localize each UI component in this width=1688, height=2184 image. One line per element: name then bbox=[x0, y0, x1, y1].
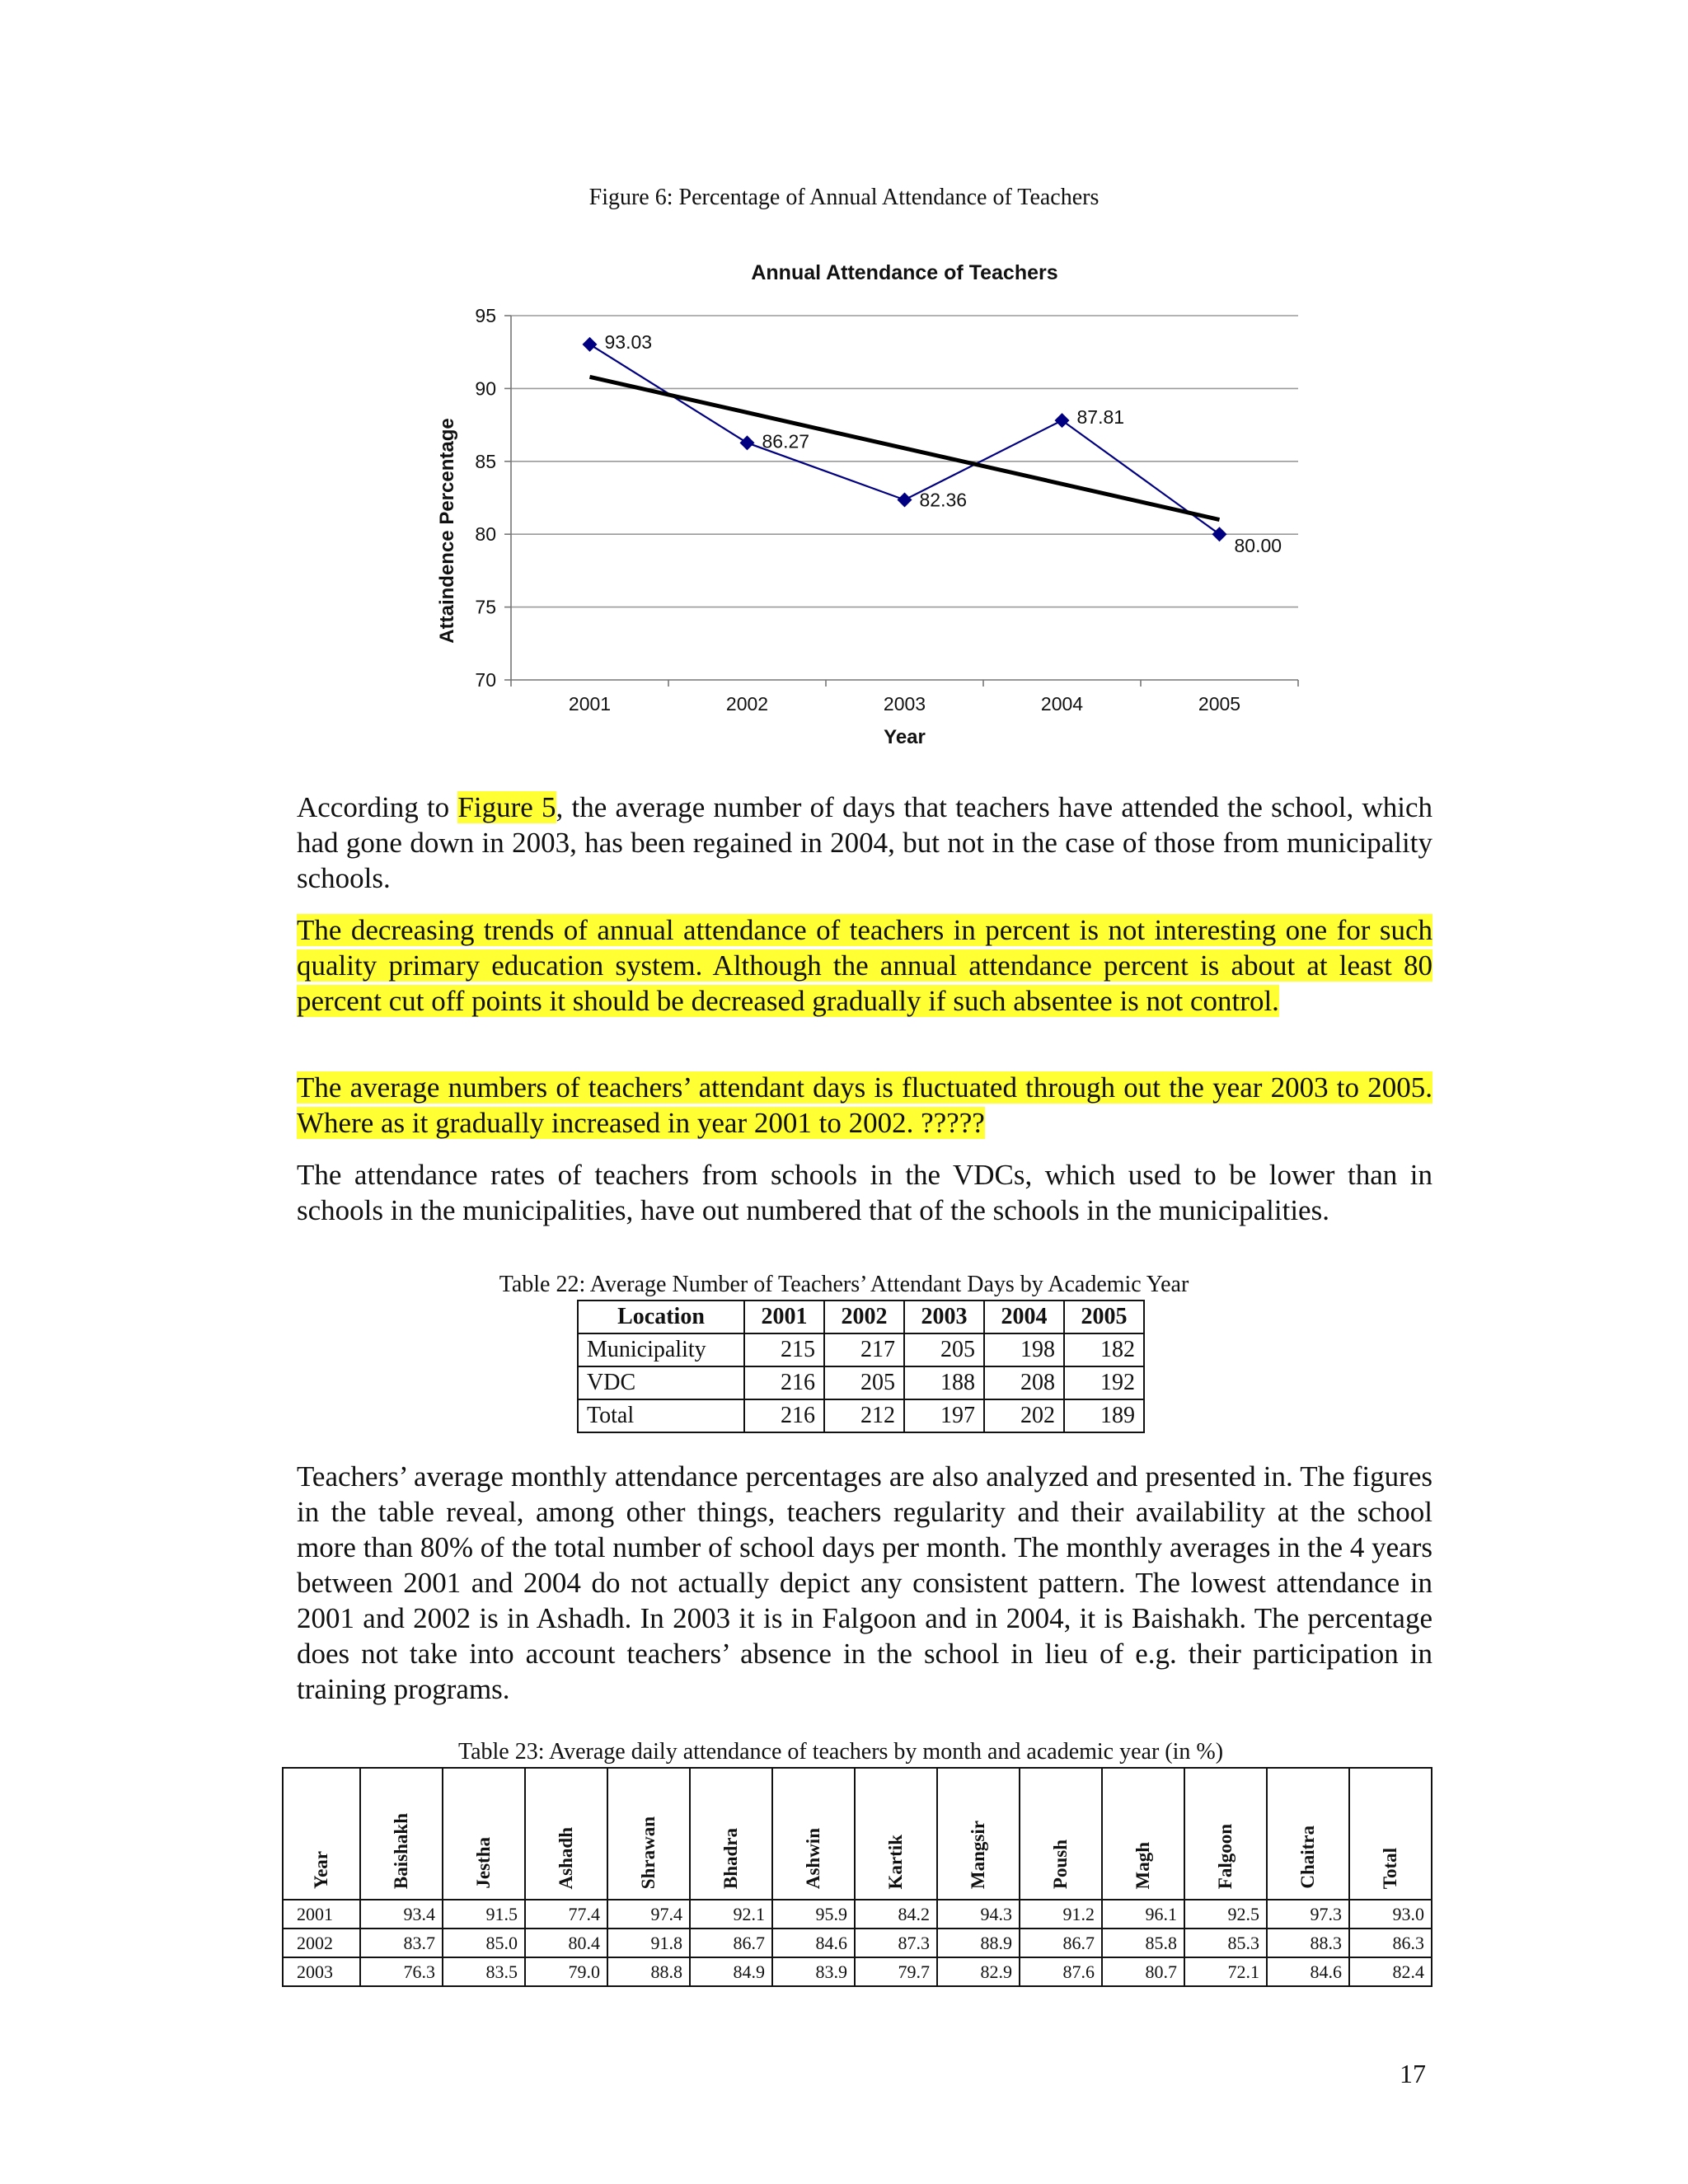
paragraph-4: The attendance rates of teachers from schools in the VDCs, which used to be lower than in schools in the municipalities, have out numbered that of the schools in the municipalities. bbox=[297, 1159, 1432, 1226]
column-header: Mangsir bbox=[937, 1768, 1020, 1900]
table-cell: 205 bbox=[904, 1333, 984, 1366]
table-cell: 208 bbox=[984, 1366, 1064, 1399]
table-cell: 182 bbox=[1064, 1333, 1144, 1366]
table-cell: 188 bbox=[904, 1366, 984, 1399]
attendance-line-chart bbox=[429, 247, 1335, 775]
table-cell: 205 bbox=[824, 1366, 904, 1399]
table-row bbox=[283, 1957, 1432, 1986]
table-header-row bbox=[283, 1768, 1432, 1900]
table-cell: 192 bbox=[1064, 1366, 1144, 1399]
column-header: 2004 bbox=[984, 1301, 1064, 1333]
page-number: 17 bbox=[1400, 2059, 1426, 2088]
table-cell: 83.7 bbox=[360, 1929, 443, 1957]
column-header: Jestha bbox=[443, 1768, 525, 1900]
data-point-marker bbox=[583, 337, 598, 352]
paragraph-1-rest: , the average number of days that teachers have attended the school, which had gone down in 2003, has been regained in 2004, but not in the case of those from municipality schools. bbox=[297, 791, 1433, 894]
table-cell: 202 bbox=[984, 1399, 1064, 1432]
table-cell: 97.4 bbox=[607, 1900, 690, 1929]
x-tick-label: 2004 bbox=[1040, 693, 1084, 715]
table-22 bbox=[577, 1300, 1145, 1433]
data-point-marker bbox=[898, 492, 912, 507]
table-cell: 95.9 bbox=[772, 1900, 855, 1929]
table-cell: 93.4 bbox=[360, 1900, 443, 1929]
table-row bbox=[578, 1333, 1144, 1366]
paragraph-1 bbox=[297, 790, 1432, 896]
data-point-marker bbox=[740, 435, 755, 450]
table-cell: 86.3 bbox=[1349, 1929, 1432, 1957]
data-point-marker bbox=[1055, 413, 1070, 428]
x-axis-title: Year bbox=[884, 726, 926, 748]
table-cell: 217 bbox=[824, 1333, 904, 1366]
column-header: Baishakh bbox=[360, 1768, 443, 1900]
table-cell: 80.7 bbox=[1102, 1957, 1184, 1986]
column-header: 2002 bbox=[824, 1301, 904, 1333]
table-cell: 96.1 bbox=[1102, 1900, 1184, 1929]
highlighted-paragraph-2: The decreasing trends of annual attendance of teachers in percent is not interesting one for such quality primary education system. Although the annual attendance percent is about at least 80 percent cut off points it should be decreased gradually if such absentee is not control. bbox=[297, 914, 1432, 1017]
column-header: Year bbox=[283, 1768, 360, 1900]
column-header: Bhadra bbox=[690, 1768, 772, 1900]
table-row bbox=[283, 1900, 1432, 1929]
data-label: 86.27 bbox=[762, 430, 810, 452]
table-cell: Municipality bbox=[578, 1333, 744, 1366]
y-tick-label: 90 bbox=[475, 377, 496, 400]
table-cell: 87.3 bbox=[855, 1929, 937, 1957]
table-row bbox=[283, 1929, 1432, 1957]
table-cell: 82.4 bbox=[1349, 1957, 1432, 1986]
column-header: 2003 bbox=[904, 1301, 984, 1333]
column-header: 2001 bbox=[744, 1301, 824, 1333]
table-cell: 91.2 bbox=[1020, 1900, 1102, 1929]
chart-title: Annual Attendance of Teachers bbox=[751, 261, 1058, 284]
column-header: Kartik bbox=[855, 1768, 937, 1900]
table-cell: 2002 bbox=[283, 1929, 360, 1957]
table-cell: 216 bbox=[744, 1366, 824, 1399]
y-axis-title: Attaindence Percentage bbox=[436, 418, 458, 644]
table-cell: 84.6 bbox=[772, 1929, 855, 1957]
table-cell: 84.2 bbox=[855, 1900, 937, 1929]
table-cell: Total bbox=[578, 1399, 744, 1432]
data-label: 82.36 bbox=[919, 489, 968, 511]
table-cell: 198 bbox=[984, 1333, 1064, 1366]
table-cell: 212 bbox=[824, 1399, 904, 1432]
column-header: Total bbox=[1349, 1768, 1432, 1900]
highlighted-paragraph-3: The average numbers of teachers’ attendant days is fluctuated through out the year 2003 to 2005. Where as it gradually increased in year 2001 to 2002. ????? bbox=[297, 1071, 1432, 1139]
table-cell: 84.6 bbox=[1267, 1957, 1349, 1986]
column-header: Falgoon bbox=[1184, 1768, 1267, 1900]
table-cell: 93.0 bbox=[1349, 1900, 1432, 1929]
table-cell: 97.3 bbox=[1267, 1900, 1349, 1929]
column-header: Chaitra bbox=[1267, 1768, 1349, 1900]
table-cell: 2003 bbox=[283, 1957, 360, 1986]
table-cell: 86.7 bbox=[1020, 1929, 1102, 1957]
column-header: Ashadh bbox=[525, 1768, 607, 1900]
table-23-caption: Table 23: Average daily attendance of teachers by month and academic year (in %) bbox=[457, 1739, 1224, 1765]
table-cell: 216 bbox=[744, 1399, 824, 1432]
table-23 bbox=[282, 1767, 1432, 1987]
table-cell: 84.9 bbox=[690, 1957, 772, 1986]
y-tick-label: 70 bbox=[475, 669, 496, 691]
table-cell: 91.8 bbox=[607, 1929, 690, 1957]
table-cell: 79.0 bbox=[525, 1957, 607, 1986]
data-label: 80.00 bbox=[1234, 535, 1282, 557]
column-header: Magh bbox=[1102, 1768, 1184, 1900]
paragraph-3 bbox=[297, 1070, 1432, 1141]
table-header-row bbox=[578, 1301, 1144, 1333]
data-label: 93.03 bbox=[604, 330, 653, 353]
column-header: Poush bbox=[1020, 1768, 1102, 1900]
table-cell: 91.5 bbox=[443, 1900, 525, 1929]
y-tick-label: 75 bbox=[475, 596, 496, 618]
table-row bbox=[578, 1399, 1144, 1432]
table-cell: 92.1 bbox=[690, 1900, 772, 1929]
table-cell: 85.0 bbox=[443, 1929, 525, 1957]
table-cell: 86.7 bbox=[690, 1929, 772, 1957]
table-cell: 79.7 bbox=[855, 1957, 937, 1986]
x-tick-label: 2002 bbox=[725, 693, 769, 715]
table-cell: 72.1 bbox=[1184, 1957, 1267, 1986]
y-tick-label: 95 bbox=[475, 305, 496, 326]
column-header: Shrawan bbox=[607, 1768, 690, 1900]
figure-caption: Figure 6: Percentage of Annual Attendance of Teachers bbox=[588, 185, 1100, 210]
table-cell: 85.3 bbox=[1184, 1929, 1267, 1957]
table-cell: 92.5 bbox=[1184, 1900, 1267, 1929]
figure-reference-highlight: Figure 5 bbox=[457, 791, 556, 823]
table-row bbox=[578, 1366, 1144, 1399]
table-cell: 189 bbox=[1064, 1399, 1144, 1432]
table-cell: 83.5 bbox=[443, 1957, 525, 1986]
table-cell: VDC bbox=[578, 1366, 744, 1399]
paragraph-1-start: According to bbox=[297, 791, 458, 823]
table-cell: 88.3 bbox=[1267, 1929, 1349, 1957]
paragraph-5: Teachers’ average monthly attendance percentages are also analyzed and presented in. The figures in the table reveal, among other things, teachers regularity and their availability at the school more than 80% of the total number of school days per month. The monthly averages in the 4 years between 2001 and 2004 do not actually depict any consistent pattern. The lowest attendance in 2001 and 2002 is in Ashadh. In 2003 it is in Falgoon and in 2004, it is Baishakh. The percentage does not take into account teachers’ absence in the school in lieu of e.g. their participation in training programs. bbox=[297, 1460, 1432, 1705]
data-point-marker bbox=[1212, 527, 1227, 541]
table-cell: 88.8 bbox=[607, 1957, 690, 1986]
column-header: Ashwin bbox=[772, 1768, 855, 1900]
y-tick-label: 80 bbox=[475, 523, 496, 546]
table-cell: 215 bbox=[744, 1333, 824, 1366]
data-label: 87.81 bbox=[1076, 406, 1125, 429]
table-cell: 77.4 bbox=[525, 1900, 607, 1929]
y-tick-label: 85 bbox=[475, 450, 496, 472]
table-cell: 88.9 bbox=[937, 1929, 1020, 1957]
table-cell: 80.4 bbox=[525, 1929, 607, 1957]
table-cell: 2001 bbox=[283, 1900, 360, 1929]
column-header: 2005 bbox=[1064, 1301, 1144, 1333]
table-22-caption: Table 22: Average Number of Teachers’ Attendant Days by Academic Year bbox=[499, 1272, 1189, 1297]
table-cell: 82.9 bbox=[937, 1957, 1020, 1986]
table-cell: 85.8 bbox=[1102, 1929, 1184, 1957]
x-tick-label: 2005 bbox=[1198, 693, 1241, 715]
table-cell: 87.6 bbox=[1020, 1957, 1102, 1986]
table-cell: 197 bbox=[904, 1399, 984, 1432]
table-cell: 94.3 bbox=[937, 1900, 1020, 1929]
table-cell: 83.9 bbox=[772, 1957, 855, 1986]
x-tick-label: 2001 bbox=[568, 693, 612, 715]
column-header: Location bbox=[578, 1301, 744, 1333]
table-cell: 76.3 bbox=[360, 1957, 443, 1986]
paragraph-2 bbox=[297, 912, 1432, 1019]
x-tick-label: 2003 bbox=[883, 693, 926, 715]
